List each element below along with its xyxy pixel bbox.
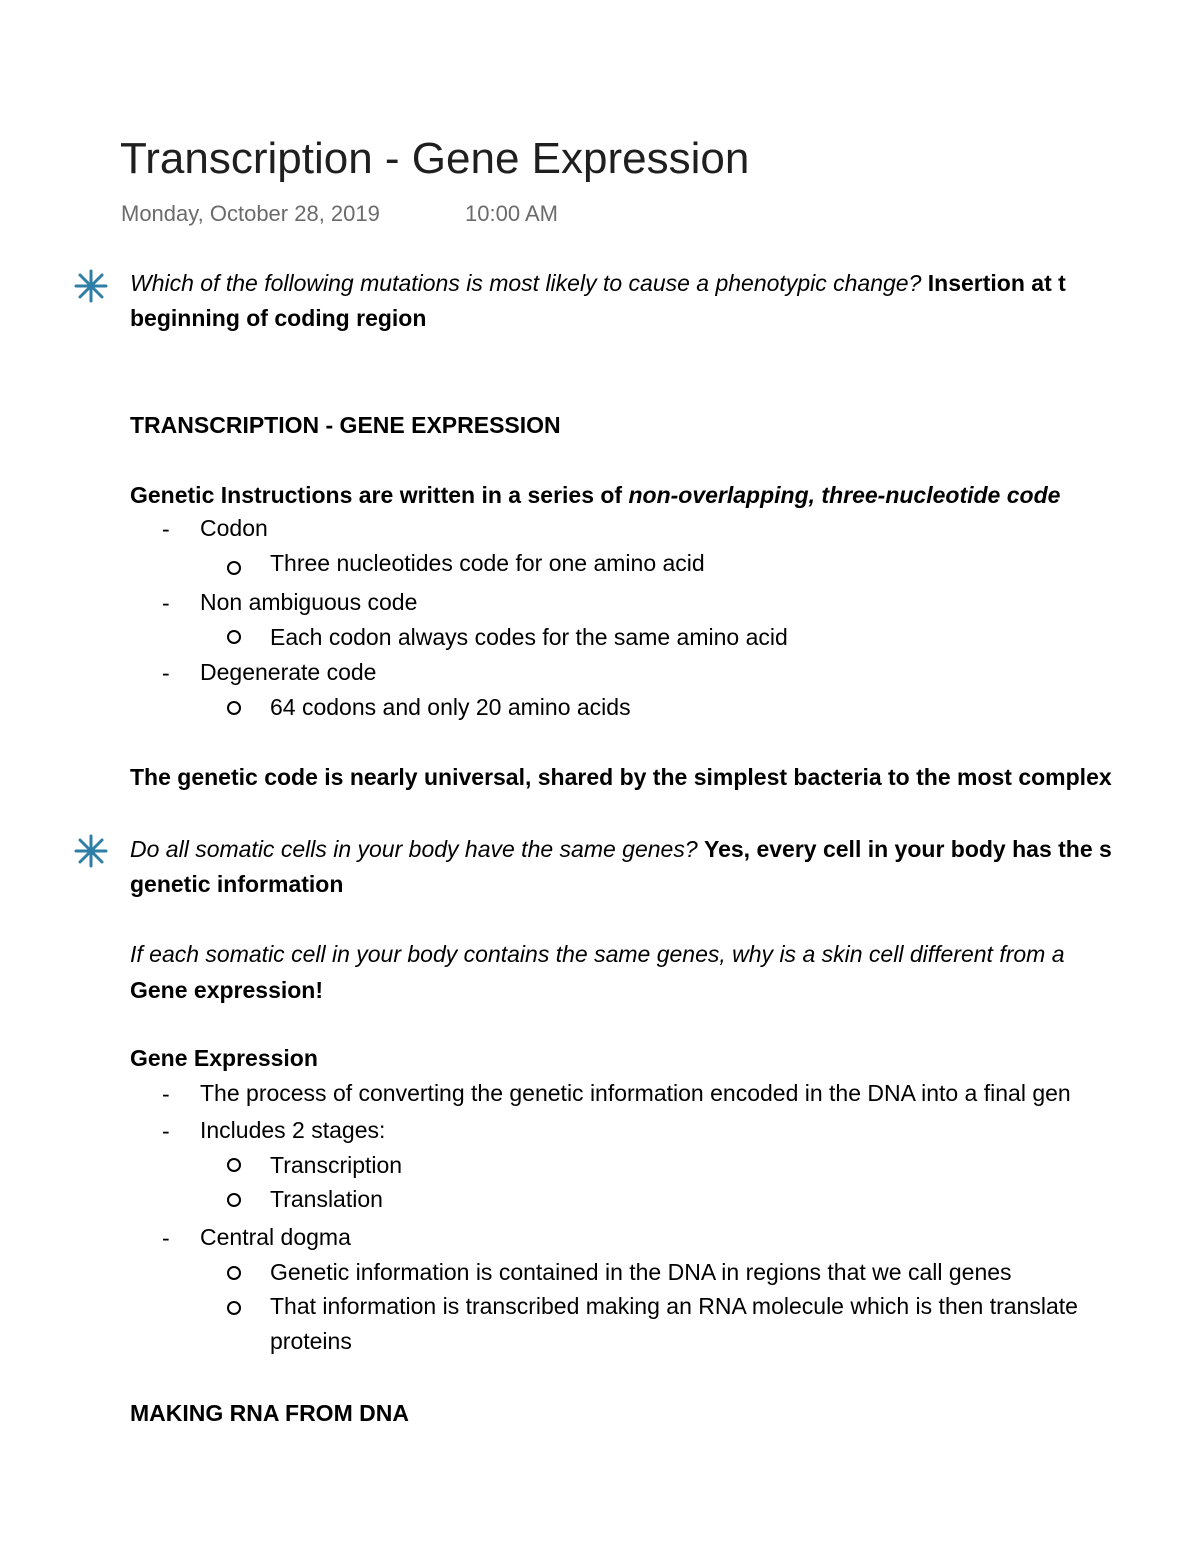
section-heading-making-rna: MAKING RNA FROM DNA: [130, 1400, 409, 1426]
page-title: Transcription - Gene Expression: [120, 134, 750, 183]
page-time: 10:00 AM: [465, 201, 558, 226]
answer-1-start: Insertion at t: [927, 270, 1066, 296]
dash-bullet: -: [162, 1081, 170, 1107]
list-item-stages: Includes 2 stages:: [200, 1117, 386, 1143]
circle-bullet: [227, 701, 241, 715]
list-item-process: The process of converting the genetic information encoded in the DNA into a final gen: [200, 1080, 1071, 1106]
circle-bullet: [227, 1301, 241, 1315]
sub-item-translation: Translation: [270, 1186, 383, 1212]
list-item-central-dogma: Central dogma: [200, 1224, 351, 1250]
dash-bullet: -: [162, 660, 170, 686]
question-2: [130, 834, 1112, 864]
circle-bullet: [227, 630, 241, 644]
dash-bullet: -: [162, 590, 170, 616]
question-1: [130, 268, 1066, 298]
section-heading-transcription: TRANSCRIPTION - GENE EXPRESSION: [130, 412, 561, 438]
genetic-heading-prefix: Genetic Instructions are written in a series of: [130, 482, 629, 508]
answer-2-rest: genetic information: [130, 871, 344, 897]
sub-item-transcribed-cont: proteins: [270, 1328, 352, 1354]
sub-item-non-ambiguous: Each codon always codes for the same amino acid: [270, 624, 788, 650]
universal-code-statement: The genetic code is nearly universal, shared by the simplest bacteria to the most complex: [130, 764, 1112, 790]
sub-item-degenerate: 64 codons and only 20 amino acids: [270, 694, 631, 720]
sub-item-genetic-info: Genetic information is contained in the DNA in regions that we call genes: [270, 1259, 1012, 1285]
circle-bullet: [227, 1266, 241, 1280]
circle-bullet: [227, 1158, 241, 1172]
question-2-text: Do all somatic cells in your body have the same genes?: [130, 836, 698, 862]
list-item-codon: Codon: [200, 515, 268, 541]
question-1-text: Which of the following mutations is most likely to cause a phenotypic change?: [130, 270, 922, 296]
sub-item-transcription: Transcription: [270, 1152, 403, 1178]
sub-item-transcribed: That information is transcribed making an RNA molecule which is then translate: [270, 1293, 1078, 1319]
dash-bullet: -: [162, 1225, 170, 1251]
question-3-text: If each somatic cell in your body contains the same genes, why is a skin cell different from a: [130, 941, 1065, 967]
asterisk-icon: [73, 833, 109, 869]
circle-bullet: [227, 561, 241, 575]
list-item-degenerate: Degenerate code: [200, 659, 377, 685]
circle-bullet: [227, 1193, 241, 1207]
genetic-heading-emphasis: non-overlapping, three-nucleotide code: [628, 482, 1061, 508]
asterisk-icon: [73, 268, 109, 304]
answer-2-start: Yes, every cell in your body has the s: [704, 836, 1112, 862]
answer-1-rest: beginning of coding region: [130, 305, 427, 331]
list-item-non-ambiguous: Non ambiguous code: [200, 589, 418, 615]
answer-3: Gene expression!: [130, 977, 324, 1003]
dash-bullet: -: [162, 1118, 170, 1144]
sub-item-codon: Three nucleotides code for one amino acid: [270, 550, 705, 576]
gene-expression-heading: Gene Expression: [130, 1045, 318, 1071]
page-date: Monday, October 28, 2019: [121, 201, 380, 226]
genetic-instructions-heading: [130, 480, 1060, 510]
dash-bullet: -: [162, 516, 170, 542]
